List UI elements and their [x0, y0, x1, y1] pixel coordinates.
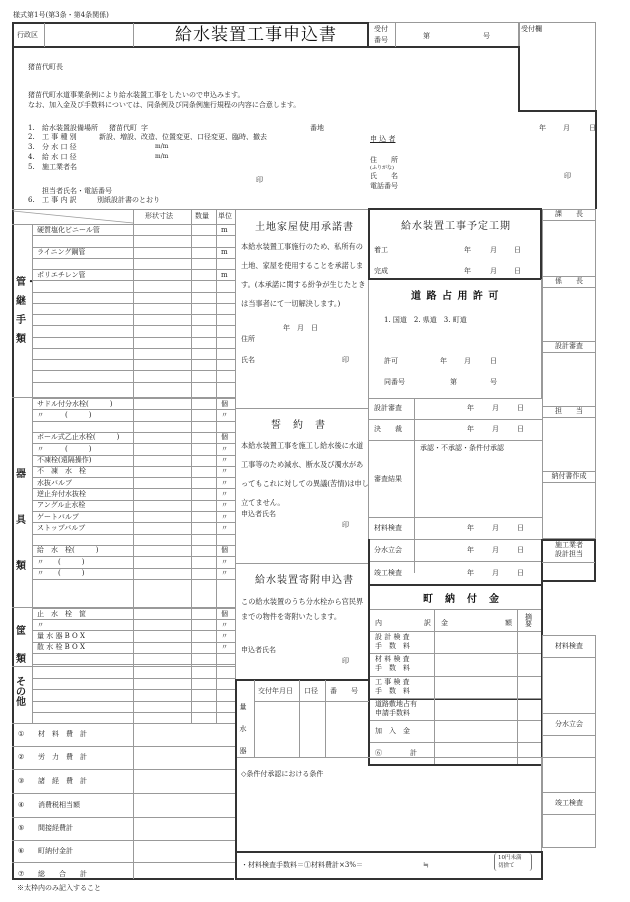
item-name: ポリエチレン管	[37, 271, 86, 279]
item-location-label: 給水装置設備場所	[42, 124, 98, 132]
item-name: 散 水 栓 B O X	[37, 643, 85, 651]
shape-size-field[interactable]	[134, 444, 190, 454]
shape-size-field[interactable]	[134, 489, 190, 499]
fee-formula: ・材料検査手数料＝①材料費計×3%＝	[241, 861, 363, 869]
unit: 個	[221, 609, 228, 618]
land-owner-address-field[interactable]	[260, 333, 360, 343]
quantity-field[interactable]	[192, 271, 215, 281]
quantity-field[interactable]	[192, 501, 215, 511]
payment-remarks-field[interactable]	[519, 677, 540, 697]
payment-item: 道路敷地占有	[375, 700, 417, 708]
cost-label: 労 力 費 計	[38, 753, 87, 761]
quantity-field[interactable]	[192, 259, 215, 269]
shape-size-field[interactable]	[134, 237, 190, 247]
donation-name-field[interactable]	[241, 653, 336, 663]
location-field[interactable]	[150, 122, 305, 132]
shape-size-field[interactable]	[134, 557, 190, 567]
payment-amount-field[interactable]	[436, 677, 516, 697]
unit: 〃	[221, 410, 228, 419]
stamp-label: 担 当	[555, 407, 583, 415]
receipt-go: 号	[483, 32, 490, 40]
quantity-field[interactable]	[192, 467, 215, 477]
receipt-number-label: 受付	[374, 25, 388, 33]
header-shape: 形状寸法	[145, 212, 173, 220]
payment-item: 設 計 検 査	[375, 633, 410, 641]
permit-number-field[interactable]	[458, 376, 486, 386]
item-name: 〃 ( )	[37, 557, 85, 566]
payment-remarks-field[interactable]	[519, 654, 540, 675]
item-name: ゲートバルブ	[37, 512, 79, 521]
material-inspection-date[interactable]: 年	[467, 524, 474, 532]
item-name: サドル付分水栓( )	[37, 399, 113, 408]
shape-size-field[interactable]	[134, 456, 190, 466]
shape-size-field[interactable]	[134, 546, 190, 556]
inspection-stamp-label: 材料検査	[555, 642, 583, 650]
meter-header-number: 番 号	[330, 687, 358, 695]
shape-size-field[interactable]	[134, 523, 190, 533]
payment-item: 加 入 金	[375, 727, 410, 735]
district-label: 行政区	[17, 31, 38, 39]
page-title: 給水装置工事申込書	[175, 25, 337, 45]
cost-label: 材 料 費 計	[38, 730, 87, 738]
application-year[interactable]: 年	[539, 124, 546, 132]
unit: 〃	[221, 569, 228, 577]
payment-item: 材 料 検 査	[375, 655, 410, 663]
shape-size-field[interactable]	[134, 478, 190, 488]
shape-size-field[interactable]	[134, 248, 190, 258]
footnote: ※太枠内のみ記入すること	[17, 884, 101, 892]
inspection-stamp-area[interactable]	[543, 815, 595, 869]
item-name: 量 水 器 B O X	[37, 632, 85, 640]
contractor-name-field[interactable]	[90, 162, 250, 180]
intro-line-1: 猪苗代町水道事業条例により給水装置工事をしたいので申込みます。	[28, 91, 245, 99]
unit: 〃	[221, 444, 228, 453]
unit: m	[221, 225, 228, 234]
quantity-field[interactable]	[192, 433, 215, 443]
land-consent-date[interactable]: 年 月 日	[283, 324, 318, 332]
item-name: ストップバルブ	[37, 523, 86, 532]
payment-remarks-field[interactable]	[519, 632, 540, 652]
unit: 〃	[221, 467, 228, 476]
contact-field[interactable]	[120, 186, 250, 195]
inspection-stamp-label: 分水立会	[555, 720, 583, 728]
shape-size-field[interactable]	[134, 410, 190, 420]
unit: 〃	[221, 478, 228, 487]
meter-header-date: 交付年月日	[258, 687, 293, 695]
shape-size-field[interactable]	[134, 399, 190, 409]
unit: m	[221, 271, 228, 279]
group-boxes: 筐類	[16, 626, 26, 665]
quantity-field[interactable]	[192, 248, 215, 258]
shape-size-field[interactable]	[134, 467, 190, 477]
meter-header-diameter: 口径	[304, 687, 318, 695]
payment-amount-field[interactable]	[436, 654, 516, 675]
unit: 個	[221, 399, 228, 408]
oath-body: 本給水装置工事を施工し給水後に水道工事等のため減水、断水及び濁水があってもこれに対しての異議(苦情)は申し立てません。	[241, 441, 369, 507]
unit: m	[221, 248, 228, 257]
meter-number-field[interactable]	[326, 702, 368, 756]
cost-num: ②	[18, 753, 25, 761]
road-permit-title: 道 路 占 用 許 可	[411, 291, 500, 302]
item-name: 逆止弁付水抜栓	[37, 489, 86, 498]
intro-line-2: なお、加入金及び手数料については、同条例及び同条例施行規程の内容に合意します。	[28, 101, 301, 109]
unit: 〃	[221, 557, 228, 566]
land-consent-body: 本給水装置工事施行のため、私所有の土地、家屋を使用することを承諾します。(本承諾に関する紛争が生じたときは当事者にて一切解決します。)	[241, 242, 366, 308]
oath-name-field[interactable]	[241, 518, 336, 528]
shape-size-field[interactable]	[134, 569, 190, 579]
fee-result-field[interactable]	[360, 857, 420, 871]
stamp-area[interactable]	[543, 418, 595, 470]
quantity-field[interactable]	[192, 512, 215, 522]
quantity-field[interactable]	[192, 489, 215, 499]
contractor-stamp-area[interactable]	[543, 563, 594, 580]
payment-amount-field[interactable]	[436, 721, 516, 741]
receipt-dai: 第	[423, 32, 430, 40]
item-name: ボール式乙止水栓( )	[37, 433, 120, 442]
payment-amount-field[interactable]	[436, 743, 516, 763]
quantity-field[interactable]	[192, 546, 215, 556]
inspection-stamp-area[interactable]	[543, 736, 595, 790]
unit: 〃	[221, 512, 228, 521]
item-name: 不凍栓(遠隔操作)	[37, 456, 92, 464]
applicant-address-field[interactable]	[405, 154, 575, 164]
shape-size-field[interactable]	[134, 422, 190, 432]
quantity-field[interactable]	[192, 444, 215, 454]
item-name: 不 凍 水 栓	[37, 467, 86, 476]
quantity-field[interactable]	[192, 557, 215, 567]
shape-size-field[interactable]	[134, 501, 190, 511]
quantity-field[interactable]	[192, 569, 215, 579]
unit: 〃	[221, 456, 228, 464]
payment-title: 町 納 付 金	[423, 594, 500, 605]
unit: 個	[221, 433, 228, 442]
land-owner-name-field[interactable]	[260, 354, 340, 364]
receipt-number-field[interactable]	[430, 26, 480, 44]
shape-size-field[interactable]	[134, 621, 190, 631]
group-other: その他	[16, 677, 26, 708]
quantity-field[interactable]	[192, 225, 215, 235]
header-unit: 単位	[218, 212, 232, 220]
quantity-field[interactable]	[192, 535, 215, 545]
quantity-field[interactable]	[192, 478, 215, 488]
item-name: ライニング鋼管	[37, 248, 86, 257]
conditions-field[interactable]	[241, 781, 586, 849]
cost-num: ⑥	[18, 846, 25, 855]
fee-rounded-field[interactable]	[432, 857, 482, 871]
donation-body: この給水装置のうち分水栓から官民界までの物件を寄附いたします。	[241, 597, 364, 621]
stamp-label: 係 長	[555, 277, 583, 285]
unit: 〃	[221, 489, 228, 498]
road-type-options[interactable]: 1. 国道 2. 県道 3. 町道	[384, 316, 467, 324]
shape-size-field[interactable]	[134, 643, 190, 653]
item-name: 〃 ( )	[37, 569, 85, 577]
quantity-field[interactable]	[192, 422, 215, 432]
cost-amount-field[interactable]	[135, 724, 233, 745]
shape-size-field[interactable]	[134, 271, 190, 281]
applicant-label: 申 込 者	[370, 135, 396, 143]
quantity-field[interactable]	[192, 643, 215, 653]
branch-diameter-field[interactable]	[100, 142, 152, 151]
shape-size-field[interactable]	[134, 225, 190, 235]
item-name: 給 水 栓( )	[37, 546, 99, 555]
shape-size-field[interactable]	[134, 433, 190, 443]
cost-num: ⑦	[18, 869, 25, 878]
district-field[interactable]	[46, 24, 132, 46]
cost-num: ③	[18, 776, 25, 785]
inspection-stamp-area[interactable]	[543, 658, 595, 712]
shape-size-field[interactable]	[134, 609, 190, 619]
inspection-stamp-label: 竣工検査	[555, 799, 583, 807]
cost-num: ①	[18, 730, 25, 738]
quantity-field[interactable]	[192, 609, 215, 619]
schedule-title: 給水装置工事予定工期	[401, 221, 511, 232]
meter-diameter-field[interactable]	[300, 702, 324, 756]
cost-num: ⑤	[18, 824, 25, 832]
receipt-column	[519, 22, 596, 111]
cost-amount-field[interactable]	[135, 818, 233, 839]
quantity-field[interactable]	[192, 410, 215, 420]
stamp-area[interactable]	[543, 221, 595, 273]
cost-num: ④	[18, 800, 25, 809]
quantity-field[interactable]	[192, 399, 215, 409]
work-type-options[interactable]: 新設、増設、改造、位置変更、口径変更、臨時、撤去	[99, 133, 267, 141]
conditions-label: ◇条件付承認における条件	[241, 770, 324, 778]
contractor-seal: 印	[256, 176, 263, 184]
start-date[interactable]: 年	[464, 246, 471, 254]
stamp-label: 納付書作成	[551, 472, 587, 480]
shape-size-field[interactable]	[134, 259, 190, 269]
shape-size-field[interactable]	[134, 535, 190, 545]
meter-label: 量水器	[239, 703, 247, 755]
item-name: 〃 ( )	[37, 444, 92, 453]
payment-item: 工 事 検 査	[375, 678, 410, 686]
applicant-phone-field[interactable]	[405, 181, 555, 191]
cost-label: 町納付金計	[38, 846, 73, 855]
header-qty: 数量	[195, 212, 209, 220]
permit-date[interactable]: 年	[440, 357, 447, 365]
cost-amount-field[interactable]	[135, 770, 233, 792]
stamp-area[interactable]	[543, 288, 595, 340]
stamp-area[interactable]	[543, 483, 595, 535]
land-consent-title: 土地家屋使用承諾書	[255, 222, 354, 233]
item-name: 〃 ( )	[37, 410, 92, 419]
review-result-options[interactable]: 承認・不承認・条件付承認	[420, 444, 504, 452]
unit: 個	[221, 546, 228, 555]
quantity-field[interactable]	[192, 621, 215, 631]
cost-amount-field[interactable]	[135, 863, 233, 885]
stamp-label: 設計審査	[555, 342, 583, 350]
unit: 〃	[221, 501, 228, 510]
group-pipes: 管・継手類	[16, 277, 36, 345]
payment-amount-field[interactable]	[436, 699, 516, 719]
cost-label: 総 合 計	[38, 869, 87, 878]
completion-inspection-date[interactable]: 年	[467, 569, 474, 577]
payment-amount-field[interactable]	[436, 632, 516, 652]
diagonal-line	[13, 210, 133, 224]
item-name: 硬質塩化ビニール管	[37, 225, 100, 234]
decision-date[interactable]: 年	[467, 425, 474, 433]
design-review-date[interactable]: 年	[467, 404, 474, 412]
branch-witness-date[interactable]: 年	[467, 546, 474, 554]
quantity-field[interactable]	[192, 523, 215, 533]
unit: 〃	[221, 621, 228, 629]
end-date[interactable]: 年	[464, 267, 471, 275]
oath-title: 誓 約 書	[271, 420, 326, 431]
group-fixtures: 器具類	[16, 469, 26, 572]
payment-remarks-field[interactable]	[519, 721, 540, 741]
quantity-field[interactable]	[192, 632, 215, 642]
cost-label: 諸 経 費 計	[38, 776, 87, 785]
unit: 〃	[221, 643, 228, 651]
item-name: 止 水 栓 筐	[37, 609, 86, 618]
item-name: 〃	[37, 621, 44, 629]
form-number: 様式第1号(第3条・第4条関係)	[13, 11, 109, 19]
donation-title: 給水装置寄附申込書	[255, 575, 354, 586]
payment-item: ⑥ 計	[375, 749, 417, 757]
stamp-area[interactable]	[543, 353, 595, 405]
unit: 〃	[221, 523, 228, 532]
shape-size-field[interactable]	[134, 512, 190, 522]
cost-label: 消費税相当額	[38, 800, 80, 809]
supply-diameter-field[interactable]	[100, 152, 152, 161]
rounding-note: 10円未満 切捨て	[494, 853, 532, 871]
quantity-field[interactable]	[192, 456, 215, 466]
shape-size-field[interactable]	[134, 632, 190, 642]
quantity-field[interactable]	[192, 237, 215, 247]
stamp-label: 課 長	[555, 210, 583, 218]
addressee: 猪苗代町長	[28, 63, 63, 71]
payment-remarks-field[interactable]	[519, 699, 540, 719]
cost-amount-field[interactable]	[135, 747, 233, 768]
payment-remarks-field[interactable]	[519, 743, 540, 763]
item-name: アングル止水栓	[37, 501, 86, 510]
meter-date-field[interactable]	[255, 702, 298, 756]
unit: 〃	[221, 632, 228, 640]
cost-amount-field[interactable]	[135, 794, 233, 816]
item-name: 水抜バルブ	[37, 478, 72, 487]
cost-label: 間接経費計	[38, 824, 73, 832]
cost-amount-field[interactable]	[135, 841, 233, 861]
applicant-name-field[interactable]	[405, 170, 555, 180]
